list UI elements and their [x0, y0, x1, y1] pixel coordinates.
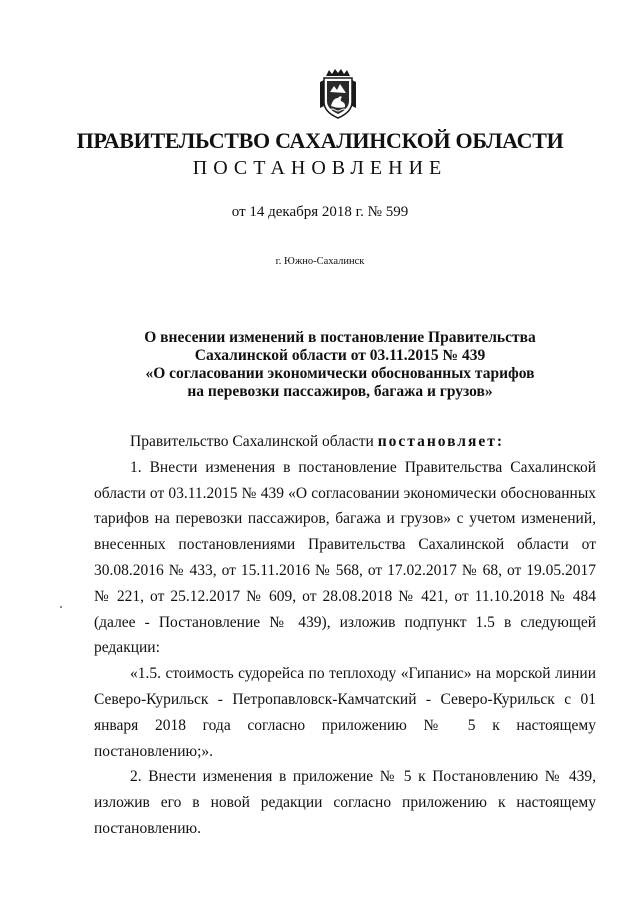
document-place: г. Южно-Сахалинск: [275, 256, 365, 267]
preamble-text: Правительство Сахалинской области: [130, 433, 378, 450]
subject-line: О внесении изменений в постановление Правительства: [144, 329, 536, 346]
paragraph-1: 1. Внести изменения в постановление Правительства Сахалинской области от 03.11.2015 № 439 «О согласовании экономически обоснованных тарифов на перевозки пассажиров, багажа и грузов» с учетом изменений, внесенных постановлениями Правительства Сахалинской области от 30.08.2016 № 433, от 15.11.2016 № 568, от 17.02.2017 № 68, от 19.05.2017 № 221, от 25.12.2017 № 609, от 28.08.2018 № 421, от 11.10.2018 № 484 (далее - Постановление № 439), изложив подпункт 1.5 в следующей редакции:: [94, 458, 596, 657]
subject-line: на перевозки пассажиров, багажа и грузов»: [187, 383, 493, 400]
subject-line: Сахалинской области от 03.11.2015 № 439: [194, 347, 486, 364]
paragraph-2: 2. Внести изменения в приложение № 5 к Постановлению № 439, изложив его в новой редакции согласно приложению к настоящему постановлению.: [94, 768, 596, 837]
document-subject: [100, 329, 580, 401]
document-date-number: от 14 декабря 2018 г. № 599: [231, 204, 409, 220]
sakhalin-coat-of-arms-icon: [318, 68, 358, 120]
document-type: ПОСТАНОВЛЕНИЕ: [192, 157, 448, 179]
document-body: [94, 429, 596, 842]
organization-title: ПРАВИТЕЛЬСТВО САХАЛИНСКОЙ ОБЛАСТИ: [76, 128, 564, 153]
quoted-subparagraph-1-5: «1.5. стоимость судорейса по теплоходу «Гипанис» на морской линии Северо-Курильск - Петропавловск-Камчатский - Северо-Курильск с 01 января 2018 года согласно приложению № 5 к настоящему постановлению;».: [94, 665, 596, 760]
preamble: [94, 429, 596, 455]
preamble-verb: постановляет:: [377, 433, 505, 450]
subject-line: «О согласовании экономически обоснованных тарифов: [145, 365, 535, 382]
scan-speck: [60, 606, 62, 608]
